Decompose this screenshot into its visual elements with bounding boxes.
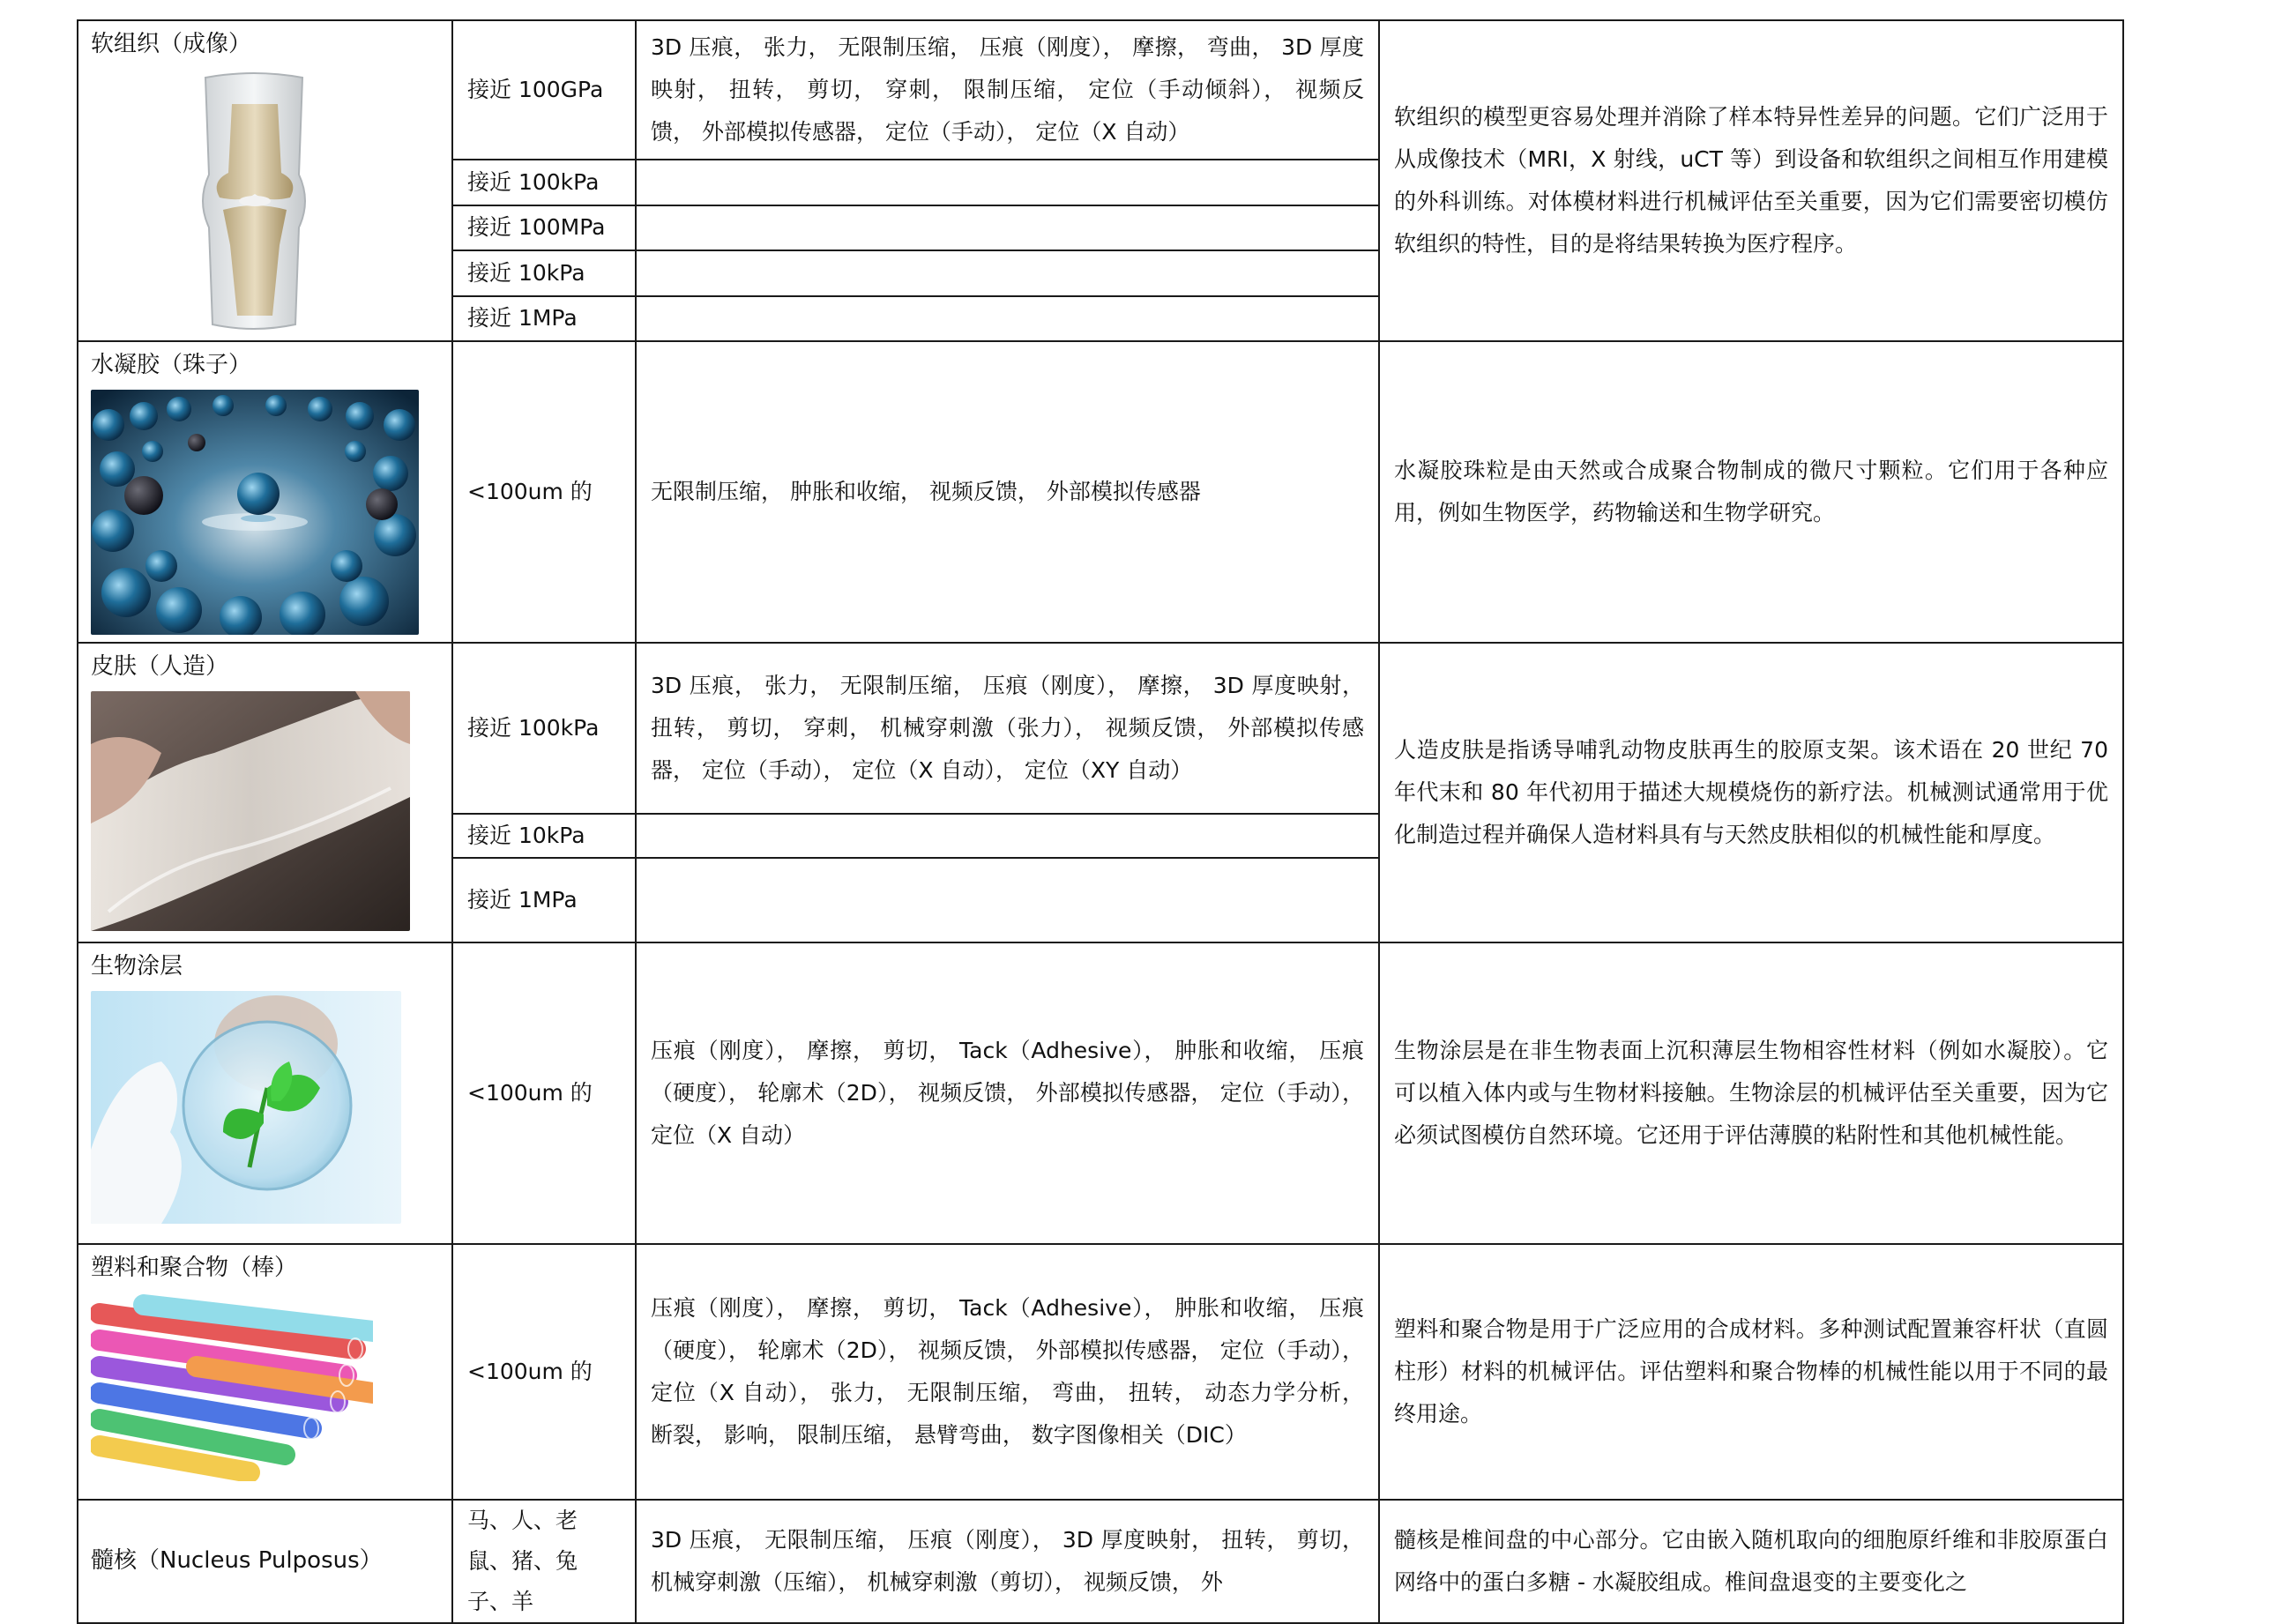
stiffness-cell: 接近 10kPa — [452, 814, 636, 858]
stiffness-cell: 接近 100kPa — [452, 160, 636, 205]
description-cell: 髓核是椎间盘的中心部分。它由嵌入随机取向的细胞原纤维和非胶原蛋白网络中的蛋白多糖 - 水凝胶组成。椎间盘退变的主要变化之 — [1379, 1500, 2123, 1623]
tests-cell: 3D 压痕， 张力， 无限制压缩， 压痕（刚度）， 摩擦， 3D 厚度映射， 扭转， 剪切， 穿刺， 机械穿刺激（张力）， 视频反馈， 外部模拟传感器， 定位（手动）， 定位（X 自动）， 定位（XY 自动） — [636, 643, 1379, 814]
material-name: 生物涂层 — [91, 953, 183, 980]
material-cell — [78, 643, 452, 942]
material-cell — [78, 1500, 452, 1623]
petri-dish-leaf-image — [91, 991, 401, 1224]
tests-cell: 无限制压缩， 肿胀和收缩， 视频反馈， 外部模拟传感器 — [636, 341, 1379, 643]
stiffness-cell: 接近 100MPa — [452, 205, 636, 250]
description-cell: 生物涂层是在非生物表面上沉积薄层生物相容性材料（例如水凝胶）。它可以植入体内或与生物材料接触。生物涂层的机械评估至关重要，因为它必须试图模仿自然环境。它还用于评估薄膜的粘附性和其他机械性能。 — [1379, 942, 2123, 1244]
tests-cell: 压痕（刚度）， 摩擦， 剪切， Tack（Adhesive）， 肿胀和收缩， 压痕（硬度）， 轮廓术（2D）， 视频反馈， 外部模拟传感器， 定位（手动）， 定位（X 自动） — [636, 942, 1379, 1244]
description-cell: 软组织的模型更容易处理并消除了样本特异性差异的问题。它们广泛用于从成像技术（MRI，X 射线，uCT 等）到设备和软组织之间相互作用建模的外科训练。对体模材料进行机械评估至关重要，因为它们需要密切模仿软组织的特性，目的是将结果转换为医疗程序。 — [1379, 20, 2123, 341]
stiffness-cell: 接近 100GPa — [452, 20, 636, 160]
stiffness-cell: <100um 的 — [452, 942, 636, 1244]
hydrogel-beads-image — [91, 390, 419, 635]
colored-plastic-rods-image — [91, 1287, 373, 1481]
stiffness-cell: <100um 的 — [452, 1244, 636, 1500]
description-cell: 塑料和聚合物是用于广泛应用的合成材料。多种测试配置兼容杆状（直圆柱形）材料的机械评估。评估塑料和聚合物棒的机械性能以用于不同的最终用途。 — [1379, 1244, 2123, 1500]
material-name: 水凝胶（珠子） — [91, 352, 252, 378]
material-cell — [78, 1244, 452, 1500]
tests-cell: 压痕（刚度）， 摩擦， 剪切， Tack（Adhesive）， 肿胀和收缩， 压痕（硬度）， 轮廓术（2D）， 视频反馈， 外部模拟传感器， 定位（手动）， 定位（X 自动）， 张力， 无限制压缩， 弯曲， 扭转， 动态力学分析， 断裂， 影响， 限制压缩， 悬臂弯曲， 数字图像相关（DIC） — [636, 1244, 1379, 1500]
artificial-skin-image — [91, 691, 410, 931]
tests-cell-empty — [636, 250, 1379, 295]
material-cell — [78, 942, 452, 1244]
material-name: 皮肤（人造） — [91, 653, 229, 680]
table-row — [78, 942, 2123, 1244]
material-cell — [78, 341, 452, 643]
material-name: 塑料和聚合物（棒） — [91, 1255, 298, 1281]
material-name: 髓核（Nucleus Pulposus） — [91, 1547, 383, 1574]
stiffness-cell: 接近 1MPa — [452, 858, 636, 942]
material-name: 软组织（成像） — [91, 31, 252, 57]
materials-table-page — [77, 19, 2122, 1614]
tests-cell-empty — [636, 858, 1379, 942]
species-cell: 马、人、老鼠、猪、兔子、羊 — [452, 1500, 636, 1623]
tests-cell: 3D 压痕， 张力， 无限制压缩， 压痕（刚度）， 摩擦， 弯曲， 3D 厚度映射， 扭转， 剪切， 穿刺， 限制压缩， 定位（手动倾斜）， 视频反馈， 外部模拟传感器， 定位（手动）， 定位（X 自动） — [636, 20, 1379, 160]
tests-cell-empty — [636, 160, 1379, 205]
table-row — [78, 1244, 2123, 1500]
stiffness-cell: 接近 10kPa — [452, 250, 636, 295]
materials-table — [77, 19, 2124, 1624]
tests-cell-empty — [636, 814, 1379, 858]
description-cell: 人造皮肤是指诱导哺乳动物皮肤再生的胶原支架。该术语在 20 世纪 70 年代末和 80 年代初用于描述大规模烧伤的新疗法。机械测试通常用于优化制造过程并确保人造材料具有与天然皮肤相似的机械性能和厚度。 — [1379, 643, 2123, 942]
stiffness-cell: 接近 1MPa — [452, 296, 636, 341]
tests-cell-empty — [636, 296, 1379, 341]
tests-cell-empty — [636, 205, 1379, 250]
table-row — [78, 341, 2123, 643]
table-row — [78, 643, 2123, 814]
material-cell — [78, 20, 452, 341]
tests-cell: 3D 压痕， 无限制压缩， 压痕（刚度）， 3D 厚度映射， 扭转， 剪切， 机械穿刺激（压缩）， 机械穿刺激（剪切）， 视频反馈， 外 — [636, 1500, 1379, 1623]
description-cell: 水凝胶珠粒是由天然或合成聚合物制成的微尺寸颗粒。它们用于各种应用，例如生物医学，药物输送和生物学研究。 — [1379, 341, 2123, 643]
knee-joint-model-image — [91, 69, 426, 333]
table-row — [78, 1500, 2123, 1623]
stiffness-cell: 接近 100kPa — [452, 643, 636, 814]
stiffness-cell: <100um 的 — [452, 341, 636, 643]
table-row — [78, 20, 2123, 160]
